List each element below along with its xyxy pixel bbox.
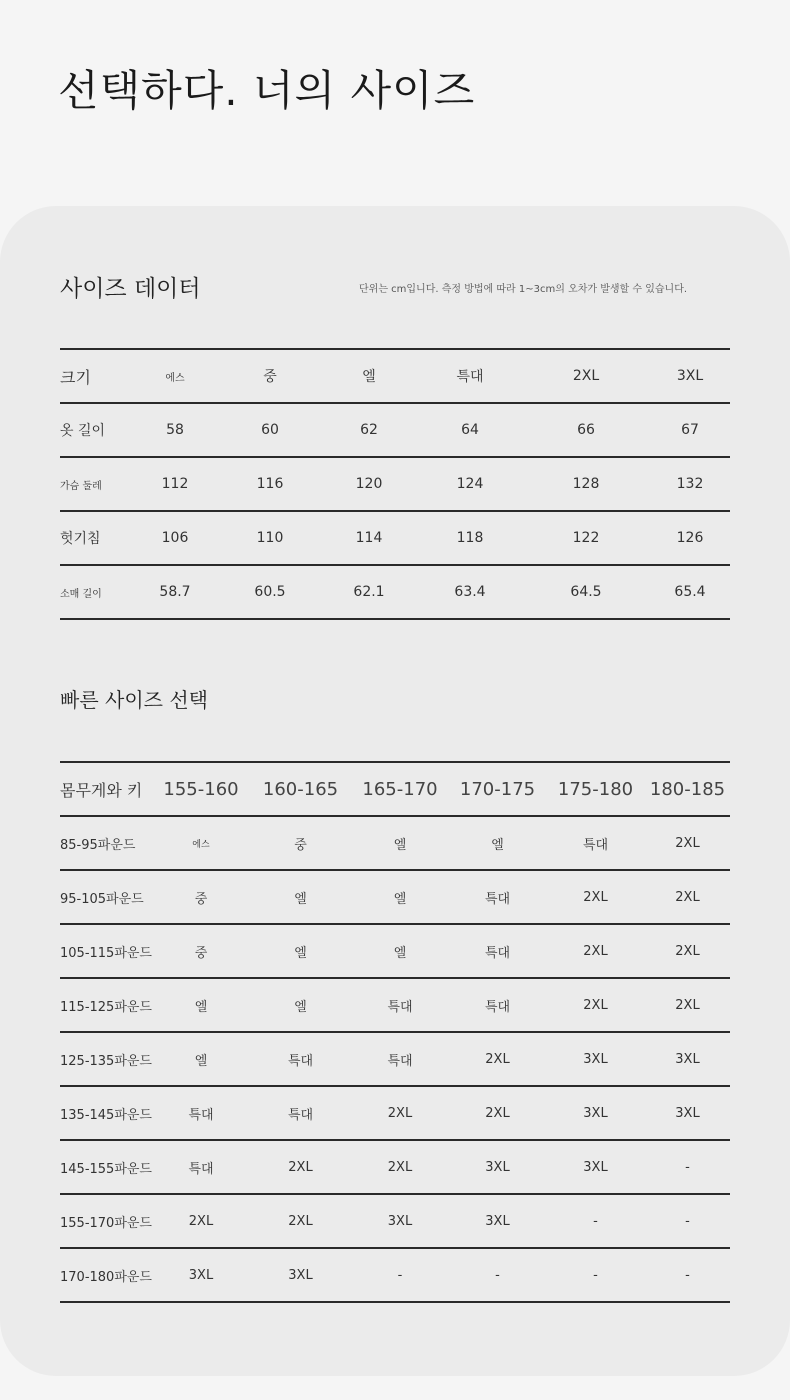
- row-label: 170-180파운드: [60, 1248, 152, 1302]
- table-cell: 126: [650, 511, 730, 565]
- header-cell: 크기: [60, 349, 130, 403]
- row-label: 가슴 둘레: [60, 457, 130, 511]
- table-cell: 엘: [351, 870, 449, 924]
- table-cell: 2XL: [645, 816, 730, 870]
- table-row: [60, 1248, 730, 1302]
- table-cell: 3XL: [645, 1086, 730, 1140]
- size-data-title: 사이즈 데이터: [60, 276, 201, 302]
- table-cell: 특대: [152, 1086, 250, 1140]
- table-cell: 2XL: [645, 870, 730, 924]
- table-cell: 엘: [152, 978, 250, 1032]
- table-cell: 특대: [250, 1086, 351, 1140]
- table-cell: 2XL: [645, 924, 730, 978]
- table-row: [60, 1086, 730, 1140]
- table-row: [60, 816, 730, 870]
- table-cell: 64.5: [522, 565, 650, 619]
- header-cell: 3XL: [650, 349, 730, 403]
- header-cell: 중: [220, 349, 320, 403]
- table-row: [60, 511, 730, 565]
- table-cell: 58: [130, 403, 220, 457]
- header-cell: 160-165: [250, 762, 351, 816]
- header-cell: 2XL: [522, 349, 650, 403]
- table-cell: 3XL: [645, 1032, 730, 1086]
- table-cell: 2XL: [351, 1086, 449, 1140]
- table-cell: 3XL: [250, 1248, 351, 1302]
- table-cell: -: [645, 1194, 730, 1248]
- quick-header-row: [60, 762, 730, 816]
- table-cell: 118: [418, 511, 522, 565]
- table-cell: 60: [220, 403, 320, 457]
- table-cell: 특대: [546, 816, 645, 870]
- table-cell: 110: [220, 511, 320, 565]
- table-row: [60, 457, 730, 511]
- header-cell: 180-185: [645, 762, 730, 816]
- table-cell: 64: [418, 403, 522, 457]
- table-cell: 3XL: [351, 1194, 449, 1248]
- table-row: [60, 403, 730, 457]
- table-cell: 특대: [351, 1032, 449, 1086]
- table-cell: 122: [522, 511, 650, 565]
- table-cell: 특대: [449, 924, 546, 978]
- table-cell: 66: [522, 403, 650, 457]
- table-cell: -: [546, 1194, 645, 1248]
- header-cell: 특대: [418, 349, 522, 403]
- table-cell: 2XL: [546, 978, 645, 1032]
- row-label: 105-115파운드: [60, 924, 152, 978]
- row-label: 옷 길이: [60, 403, 130, 457]
- row-label: 헛기침: [60, 511, 130, 565]
- row-label: 85-95파운드: [60, 816, 152, 870]
- header-cell: 엘: [320, 349, 418, 403]
- page-title: 선택하다. 너의 사이즈: [58, 66, 476, 115]
- table-cell: 중: [152, 870, 250, 924]
- table-cell: 3XL: [546, 1086, 645, 1140]
- table-row: [60, 565, 730, 619]
- table-cell: 2XL: [546, 870, 645, 924]
- table-cell: -: [645, 1248, 730, 1302]
- table-cell: 63.4: [418, 565, 522, 619]
- table-cell: 2XL: [250, 1140, 351, 1194]
- table-cell: -: [546, 1248, 645, 1302]
- table-cell: 2XL: [152, 1194, 250, 1248]
- table-cell: 엘: [250, 924, 351, 978]
- table-cell: 128: [522, 457, 650, 511]
- table-cell: 3XL: [449, 1140, 546, 1194]
- table-cell: 3XL: [449, 1194, 546, 1248]
- table-cell: 2XL: [546, 924, 645, 978]
- table-cell: 엘: [250, 978, 351, 1032]
- table-row: [60, 1140, 730, 1194]
- table-row: [60, 1194, 730, 1248]
- row-label: 135-145파운드: [60, 1086, 152, 1140]
- table-cell: 중: [250, 816, 351, 870]
- table-cell: 중: [152, 924, 250, 978]
- table-cell: -: [645, 1140, 730, 1194]
- table-cell: 2XL: [250, 1194, 351, 1248]
- table-cell: 114: [320, 511, 418, 565]
- table-cell: 62.1: [320, 565, 418, 619]
- table-cell: 58.7: [130, 565, 220, 619]
- table-cell: 특대: [250, 1032, 351, 1086]
- quick-select-title: 빠른 사이즈 선택: [60, 688, 208, 712]
- table-cell: 엘: [351, 924, 449, 978]
- table-cell: 2XL: [449, 1032, 546, 1086]
- table-cell: 엘: [351, 816, 449, 870]
- quick-size-table: [60, 761, 730, 1303]
- header-cell: 155-160: [152, 762, 250, 816]
- table-cell: 3XL: [546, 1140, 645, 1194]
- row-label: 125-135파운드: [60, 1032, 152, 1086]
- table-cell: 특대: [152, 1140, 250, 1194]
- table-row: [60, 1032, 730, 1086]
- table-cell: 67: [650, 403, 730, 457]
- table-cell: 에스: [152, 816, 250, 870]
- measurement-note: 단위는 cm입니다. 측정 방법에 따라 1~3cm의 오차가 발생할 수 있습니다.: [359, 284, 688, 295]
- table-cell: 특대: [449, 978, 546, 1032]
- table-row: [60, 978, 730, 1032]
- table-cell: 106: [130, 511, 220, 565]
- table-cell: 특대: [351, 978, 449, 1032]
- table-cell: -: [351, 1248, 449, 1302]
- row-label: 145-155파운드: [60, 1140, 152, 1194]
- table-cell: 116: [220, 457, 320, 511]
- header-cell: 몸무게와 키: [60, 762, 152, 816]
- table-cell: 62: [320, 403, 418, 457]
- table-cell: 특대: [449, 870, 546, 924]
- table-cell: 3XL: [152, 1248, 250, 1302]
- table-cell: 엘: [449, 816, 546, 870]
- table-cell: 2XL: [645, 978, 730, 1032]
- row-label: 115-125파운드: [60, 978, 152, 1032]
- header-cell: 170-175: [449, 762, 546, 816]
- table-cell: 65.4: [650, 565, 730, 619]
- header-cell: 165-170: [351, 762, 449, 816]
- table-cell: 132: [650, 457, 730, 511]
- size-header-row: [60, 349, 730, 403]
- table-cell: 3XL: [546, 1032, 645, 1086]
- table-row: [60, 924, 730, 978]
- row-label: 155-170파운드: [60, 1194, 152, 1248]
- row-label: 소매 길이: [60, 565, 130, 619]
- table-row: [60, 870, 730, 924]
- table-cell: 124: [418, 457, 522, 511]
- table-cell: 60.5: [220, 565, 320, 619]
- table-cell: 120: [320, 457, 418, 511]
- table-cell: 112: [130, 457, 220, 511]
- table-cell: -: [449, 1248, 546, 1302]
- header-cell: 에스: [130, 349, 220, 403]
- table-cell: 엘: [152, 1032, 250, 1086]
- header-cell: 175-180: [546, 762, 645, 816]
- table-cell: 엘: [250, 870, 351, 924]
- table-cell: 2XL: [449, 1086, 546, 1140]
- size-data-table: [60, 348, 730, 620]
- row-label: 95-105파운드: [60, 870, 152, 924]
- table-cell: 2XL: [351, 1140, 449, 1194]
